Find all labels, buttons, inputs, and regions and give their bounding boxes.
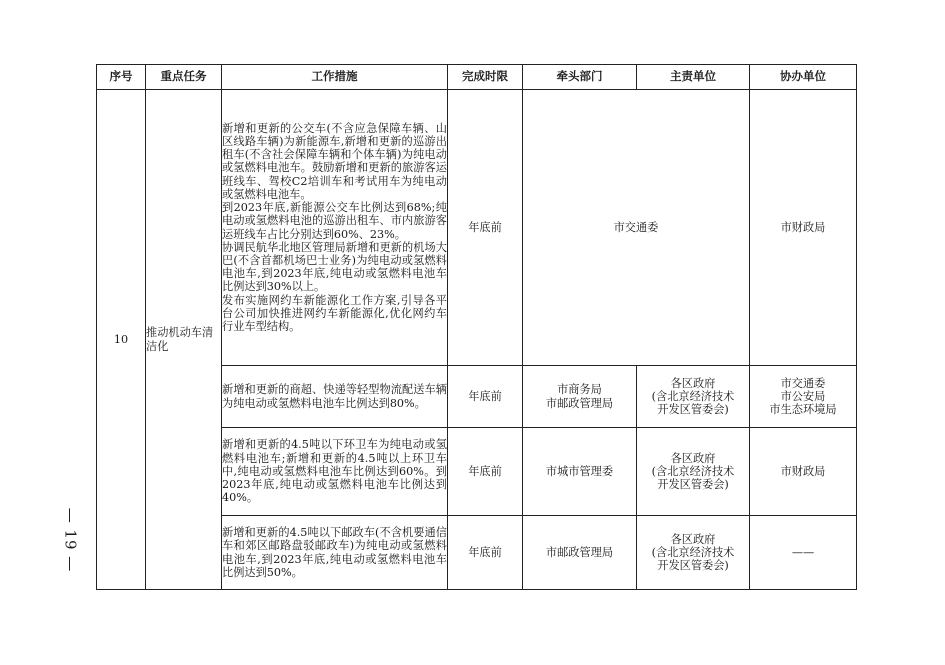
measure-paragraph: 新增和更新的公交车(不含应急保障车辆、山区线路车辆)为新能源车,新增和更新的巡游出租车(不含社会保障车辆和个体车辆)为纯电动或氢燃料电池车。鼓励新增和更新的旅游客运班线车、驾校C2培训车和考试用车为纯电动或氢燃料电池车。 — [222, 121, 447, 201]
header-task: 重点任务 — [146, 65, 222, 90]
assist-line: —— — [791, 545, 815, 559]
main-line: 开发区管委会) — [657, 403, 729, 417]
assist-cell — [750, 366, 857, 428]
assist-cell: 市财政局 — [750, 90, 857, 366]
measures-cell — [222, 516, 448, 590]
measures-cell — [222, 366, 448, 428]
lead-cell — [523, 516, 637, 590]
header-seq: 序号 — [97, 65, 146, 90]
table-row — [97, 90, 857, 366]
task-cell — [146, 90, 222, 590]
header-deadline: 完成时限 — [448, 65, 523, 90]
header-main: 主责单位 — [637, 65, 750, 90]
assist-cell — [750, 428, 857, 516]
lead-cell — [523, 428, 637, 516]
measures-cell — [222, 90, 448, 366]
main-line: 各区政府 — [670, 451, 716, 465]
measure-paragraph: 发布实施网约车新能源化工作方案,引导各平台公司加快推进网约车新能源化,优化网约车行业车型结构。 — [222, 293, 447, 333]
measures-cell — [222, 428, 448, 516]
main-line: 各区政府 — [670, 376, 716, 390]
header-assist: 协办单位 — [750, 65, 857, 90]
main-line: (含北京经济技术 — [651, 545, 735, 559]
assist-line: 市生态环境局 — [769, 403, 837, 417]
page-number: — 19 — — [61, 507, 79, 573]
main-cell — [637, 366, 750, 428]
deadline-cell: 年底前 — [448, 428, 523, 516]
assist-line: 市交通委 — [780, 376, 826, 390]
deadline-cell: 年底前 — [448, 516, 523, 590]
key-tasks-table — [96, 64, 857, 590]
main-line: (含北京经济技术 — [651, 464, 735, 478]
main-line: 开发区管委会) — [657, 559, 729, 573]
lead-cell — [523, 366, 637, 428]
assist-cell — [750, 516, 857, 590]
deadline-cell: 年底前 — [448, 366, 523, 428]
lead-main-cell: 市交通委 — [523, 90, 750, 366]
lead-line: 市商务局 — [557, 383, 602, 397]
measure-paragraph: 协调民航华北地区管理局新增和更新的机场大巴(不含首都机场巴士业务)为纯电动或氢燃料电池车,到2023年底,纯电动或氢燃料电池车比例达到30%以上。 — [222, 240, 447, 294]
main-cell — [637, 428, 750, 516]
lead-line: 市邮政管理局 — [545, 396, 614, 410]
measure-paragraph: 到2023年底,新能源公交车比例达到68%;纯电动或氢燃料电池的巡游出租车、市内旅游客运班线车占比分别达到60%、23%。 — [222, 201, 447, 241]
header-lead: 牵头部门 — [523, 65, 637, 90]
assist-line: 市财政局 — [780, 464, 826, 478]
main-line: 各区政府 — [670, 532, 716, 546]
measure-paragraph: 新增和更新的商超、快递等轻型物流配送车辆为纯电动或氢燃料电池车比例达到80%。 — [222, 383, 447, 410]
header-row — [97, 65, 857, 90]
main-line: (含北京经济技术 — [651, 389, 735, 403]
header-measures: 工作措施 — [222, 65, 448, 90]
lead-line: 市邮政管理局 — [545, 545, 614, 559]
main-cell — [637, 516, 750, 590]
measure-paragraph: 新增和更新的4.5吨以下邮政车(不含机要通信车和郊区邮路盘驳邮政车)为纯电动或氢燃料电池车,到2023年底,纯电动或氢燃料电池车比例达到50%。 — [222, 526, 447, 579]
measure-paragraph: 新增和更新的4.5吨以下环卫车为纯电动或氢燃料电池车;新增和更新的4.5吨以上环卫车中,纯电动或氢燃料电池车比例达到60%。到2023年底,纯电动或氢燃料电池车比例达到40%。 — [222, 438, 447, 505]
assist-line: 市公安局 — [780, 389, 826, 403]
seq-cell: 10 — [97, 90, 146, 590]
main-line: 开发区管委会) — [657, 478, 729, 492]
task-text: 推动机动车清洁化 — [146, 326, 214, 353]
deadline-cell: 年底前 — [448, 90, 523, 366]
lead-line: 市城市管理委 — [545, 464, 614, 478]
